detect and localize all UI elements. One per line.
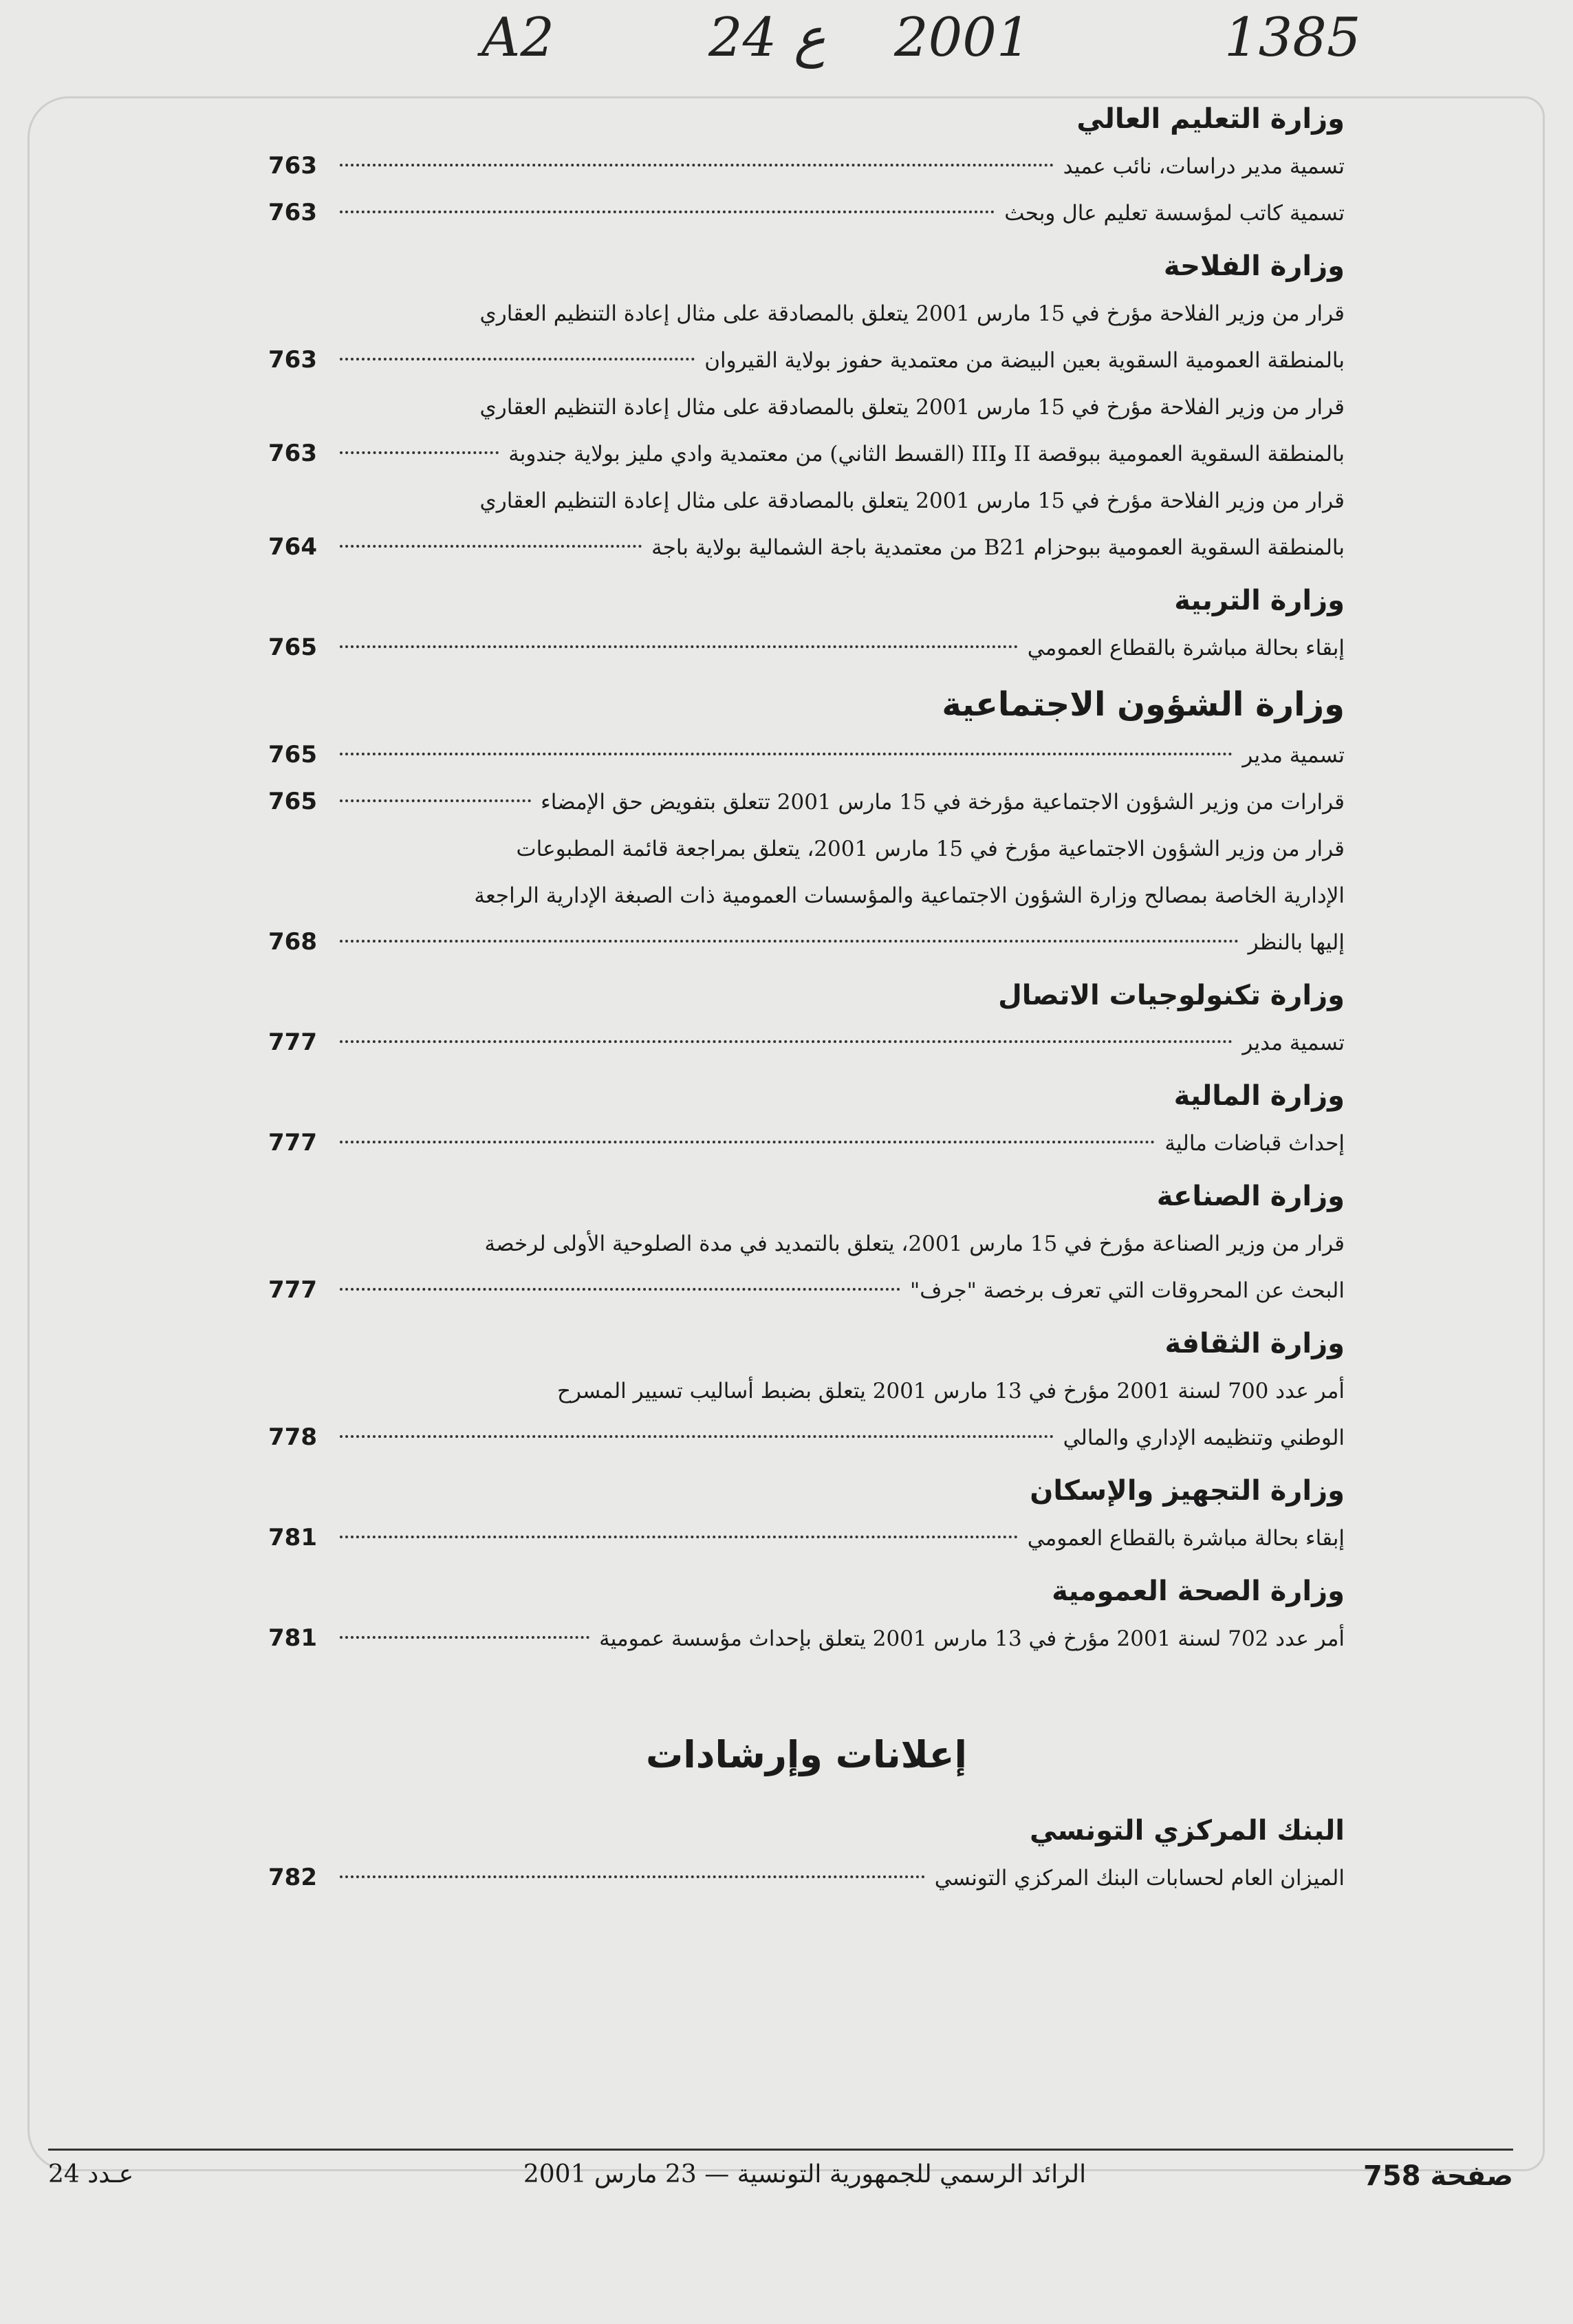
table-of-contents — [268, 89, 1345, 1902]
toc-entry — [268, 1120, 1345, 1167]
dot-leader — [340, 211, 995, 213]
dot-leader — [340, 1435, 1054, 1438]
section-heading: وزارة الثقافة — [1164, 1328, 1345, 1359]
dot-leader — [340, 451, 499, 454]
entry-last-line — [268, 732, 1345, 779]
toc-entry — [268, 1855, 1345, 1902]
entry-last-line — [268, 625, 1345, 671]
issue-number: عـدد 24 — [48, 2160, 134, 2188]
entry-text: البحث عن المحروقات التي تعرف برخصة "جرف" — [910, 1278, 1345, 1303]
entry-text: تسمية كاتب لمؤسسة تعليم عال وبحث — [1004, 201, 1345, 226]
page-number: صفحة 758 — [1363, 2160, 1513, 2192]
entry-page-number: 781 — [268, 1524, 317, 1551]
entry-text: الميزان العام لحسابات البنك المركزي التونسي — [934, 1866, 1345, 1891]
entry-text: إليها بالنظر — [1248, 930, 1345, 955]
entry-text-line: أمر عدد 700 لسنة 2001 مؤرخ في 13 مارس 2001 يتعلق بضبط أساليب تسيير المسرح — [557, 1379, 1345, 1403]
entry-page-number: 781 — [268, 1624, 317, 1652]
entry-text-line: قرار من وزير الفلاحة مؤرخ في 15 مارس 2001 يتعلق بالمصادقة على مثال إعادة التنظيم العقاري — [479, 488, 1345, 513]
toc-section — [268, 1807, 1345, 1902]
toc-entry — [268, 477, 1345, 571]
entry-text: قرارات من وزير الشؤون الاجتماعية مؤرخة في 15 مارس 2001 تتعلق بتفويض حق الإمضاء — [541, 790, 1345, 815]
entry-page-number: 765 — [268, 741, 317, 768]
section-heading: وزارة التجهيز والإسكان — [1030, 1475, 1345, 1507]
toc-section — [268, 95, 1345, 237]
toc-section — [268, 242, 1345, 571]
toc-section — [268, 577, 1345, 671]
dot-leader — [340, 799, 531, 802]
section-heading: وزارة الصناعة — [1156, 1181, 1345, 1212]
dot-leader — [340, 1536, 1018, 1538]
toc-entry — [268, 143, 1345, 190]
notices-heading: إعلانات وإرشادات — [645, 1733, 968, 1776]
toc-entry — [268, 779, 1345, 826]
dot-leader — [340, 1288, 900, 1291]
page-footer — [48, 2160, 1513, 2208]
dot-leader — [340, 1636, 589, 1639]
toc-entry — [268, 1020, 1345, 1066]
entry-last-line — [268, 1515, 1345, 1562]
entry-text: أمر عدد 702 لسنة 2001 مؤرخ في 13 مارس 2001 يتعلق بإحداث مؤسسة عمومية — [599, 1626, 1345, 1651]
section-heading: وزارة التربية — [1174, 585, 1345, 616]
entry-text: إبقاء بحالة مباشرة بالقطاع العمومي — [1027, 1526, 1345, 1551]
entry-last-line — [268, 190, 1345, 237]
entry-last-line — [268, 1267, 1345, 1314]
entry-page-number: 778 — [268, 1423, 317, 1451]
entry-last-line — [268, 337, 1345, 384]
dot-leader — [340, 164, 1054, 166]
dot-leader — [340, 358, 695, 361]
dot-leader — [340, 1875, 925, 1878]
section-heading: وزارة المالية — [1173, 1080, 1345, 1112]
toc-section — [268, 1172, 1345, 1314]
section-heading: وزارة التعليم العالي — [1076, 103, 1345, 135]
dot-leader — [340, 545, 642, 548]
handwritten-year: 2001 — [894, 7, 1031, 69]
entry-text: الوطني وتنظيمه الإداري والمالي — [1063, 1425, 1345, 1450]
entry-text: إحداث قباضات مالية — [1164, 1131, 1345, 1156]
toc-section — [268, 1072, 1345, 1167]
toc-entry — [268, 290, 1345, 384]
entry-last-line — [268, 1414, 1345, 1461]
journal-title: الرائد الرسمي للجمهورية التونسية — 23 مارس 2001 — [523, 2160, 1087, 2188]
entry-page-number: 764 — [268, 533, 317, 561]
entry-last-line — [268, 919, 1345, 966]
toc-section — [268, 1467, 1345, 1562]
entry-text-line: الإدارية الخاصة بمصالح وزارة الشؤون الاجتماعية والمؤسسات العمومية ذات الصبغة الإدارية الراجعة — [474, 883, 1345, 908]
entry-last-line — [268, 431, 1345, 477]
entry-last-line — [268, 1855, 1345, 1902]
toc-entry — [268, 826, 1345, 966]
entry-page-number: 777 — [268, 1276, 317, 1304]
dot-leader — [340, 1040, 1233, 1043]
entry-page-number: 765 — [268, 788, 317, 815]
entry-page-number: 763 — [268, 152, 317, 180]
section-heading: وزارة الصحة العمومية — [1052, 1575, 1345, 1607]
entry-page-number: 763 — [268, 199, 317, 226]
toc-entry — [268, 1368, 1345, 1461]
entry-page-number: 782 — [268, 1864, 317, 1891]
dot-leader — [340, 753, 1233, 755]
entry-last-line — [268, 1120, 1345, 1167]
toc-entry — [268, 1615, 1345, 1662]
toc-entry — [268, 1515, 1345, 1562]
footer-rule — [48, 2149, 1513, 2151]
dot-leader — [340, 940, 1239, 943]
entry-text: تسمية مدير دراسات، نائب عميد — [1063, 154, 1345, 179]
entry-text: تسمية مدير — [1242, 743, 1345, 768]
dot-leader — [340, 1141, 1155, 1143]
toc-entry — [268, 1220, 1345, 1314]
toc-entry — [268, 625, 1345, 671]
entry-last-line — [268, 779, 1345, 826]
handwritten-issue: 24 ع — [708, 7, 826, 69]
toc-section — [268, 677, 1345, 966]
handwritten-number: 1385 — [1224, 7, 1361, 69]
entry-text-line: قرار من وزير الصناعة مؤرخ في 15 مارس 2001، يتعلق بالتمديد في مدة الصلوحية الأولى لرخصة — [484, 1231, 1345, 1256]
entry-text-line: قرار من وزير الفلاحة مؤرخ في 15 مارس 2001 يتعلق بالمصادقة على مثال إعادة التنظيم العقاري — [479, 395, 1345, 420]
dot-leader — [340, 645, 1018, 648]
entry-text-line: قرار من وزير الشؤون الاجتماعية مؤرخ في 15 مارس 2001، يتعلق بمراجعة قائمة المطبوعات — [516, 837, 1345, 861]
entry-last-line — [268, 1020, 1345, 1066]
handwritten-code: A2 — [481, 7, 554, 69]
toc-section — [268, 1567, 1345, 1662]
toc-entry — [268, 190, 1345, 237]
entry-page-number: 763 — [268, 346, 317, 374]
entry-text: بالمنطقة السقوية العمومية ببوقصة II وIII (القسط الثاني) من معتمدية وادي مليز بولاية جندوبة — [508, 442, 1345, 466]
entry-page-number: 777 — [268, 1129, 317, 1156]
entry-text: تسمية مدير — [1242, 1031, 1345, 1055]
entry-text-line: قرار من وزير الفلاحة مؤرخ في 15 مارس 2001 يتعلق بالمصادقة على مثال إعادة التنظيم العقاري — [479, 301, 1345, 326]
entry-page-number: 765 — [268, 634, 317, 661]
toc-section — [268, 971, 1345, 1066]
entry-page-number: 763 — [268, 440, 317, 467]
toc-entry — [268, 732, 1345, 779]
section-heading: وزارة تكنولوجيات الاتصال — [998, 980, 1345, 1011]
section-heading: البنك المركزي التونسي — [1029, 1815, 1345, 1847]
entry-text: إبقاء بحالة مباشرة بالقطاع العمومي — [1027, 636, 1345, 660]
toc-section — [268, 1320, 1345, 1461]
toc-entry — [268, 384, 1345, 477]
section-heading: وزارة الشؤون الاجتماعية — [942, 685, 1345, 724]
entry-page-number: 768 — [268, 928, 317, 956]
section-heading: وزارة الفلاحة — [1163, 250, 1345, 282]
entry-last-line — [268, 1615, 1345, 1662]
entry-text: بالمنطقة السقوية العمومية ببوحزام B21 من معتمدية باجة الشمالية بولاية باجة — [651, 535, 1345, 560]
entry-text: بالمنطقة العمومية السقوية بعين البيضة من معتمدية حفوز بولاية القيروان — [704, 348, 1345, 373]
entry-last-line — [268, 524, 1345, 571]
handwritten-annotation — [385, 7, 1417, 83]
entry-page-number: 777 — [268, 1029, 317, 1056]
entry-last-line — [268, 143, 1345, 190]
